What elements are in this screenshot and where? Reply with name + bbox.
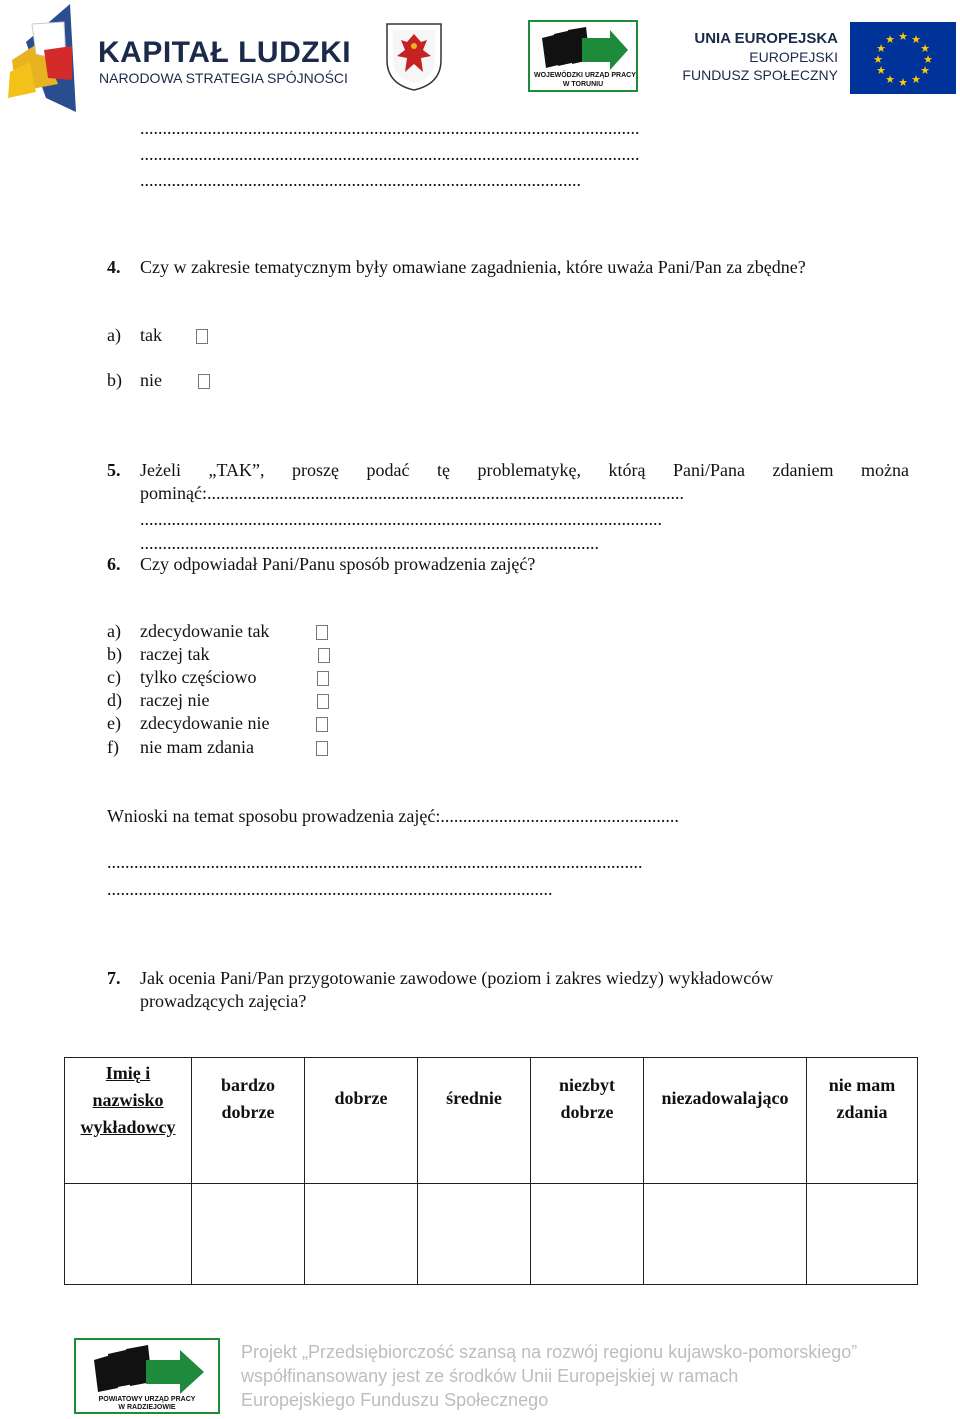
checkbox[interactable] <box>317 694 329 709</box>
svg-text:★: ★ <box>911 33 921 46</box>
table-cell[interactable] <box>644 1184 807 1285</box>
eu-line1: UNIA EUROPEJSKA <box>694 30 838 47</box>
header-line: dobrze <box>334 1088 388 1108</box>
q6-option-f[interactable] <box>107 736 328 759</box>
header-line: Imię i <box>105 1063 151 1083</box>
answer-line: ............................................................................................................... <box>140 118 640 138</box>
svg-text:★: ★ <box>923 53 933 66</box>
q6-option-a[interactable] <box>107 620 328 643</box>
checkbox[interactable] <box>316 625 328 640</box>
header-line: dobrze <box>560 1102 614 1122</box>
project-footer <box>241 1340 941 1412</box>
answer-line: ................................................................................................... <box>107 879 553 899</box>
header-lecturer-name <box>65 1058 192 1184</box>
table-row <box>65 1184 918 1285</box>
option-label: zdecydowanie nie <box>140 713 270 733</box>
q4-option-b[interactable] <box>107 369 210 392</box>
svg-text:★: ★ <box>920 64 930 77</box>
header-average <box>418 1058 531 1184</box>
question-number: 5. <box>107 460 121 480</box>
header-line: nazwisko <box>92 1090 164 1110</box>
question-7 <box>107 967 927 1013</box>
option-letter: f) <box>107 737 119 757</box>
q6-option-c[interactable] <box>107 666 329 689</box>
checkbox[interactable] <box>316 741 328 756</box>
header-line: wykładowcy <box>80 1117 176 1137</box>
question-number: 7. <box>107 968 121 988</box>
question-number: 4. <box>107 257 121 277</box>
answer-line: .................................................................................................. <box>140 170 581 190</box>
question-6 <box>107 553 927 576</box>
table-header-row <box>65 1058 918 1184</box>
answer-line: ...................................................................................................... <box>140 533 599 553</box>
checkbox[interactable] <box>318 648 330 663</box>
table-cell[interactable] <box>65 1184 192 1285</box>
question-text: Czy odpowiadał Pani/Panu sposób prowadzenia zajęć? <box>140 554 536 574</box>
header-good <box>305 1058 418 1184</box>
header-line: dobrze <box>221 1102 275 1122</box>
header-line: nie mam <box>828 1075 896 1095</box>
kapital-ludzki-title: KAPITAŁ LUDZKI <box>98 36 352 69</box>
svg-text:★: ★ <box>885 73 895 86</box>
question-text-line2: pominąć:.......................................................................................................... <box>140 483 684 503</box>
wup-line2: W TORUNIU <box>562 81 604 88</box>
svg-text:★: ★ <box>911 73 921 86</box>
option-label: nie mam zdania <box>140 737 254 757</box>
table-cell[interactable] <box>531 1184 644 1285</box>
option-label: tak <box>140 325 162 345</box>
svg-text:★: ★ <box>920 42 930 55</box>
q6-option-d[interactable] <box>107 689 329 712</box>
option-label: nie <box>140 370 162 390</box>
header-line: średnie <box>446 1088 502 1108</box>
checkbox[interactable] <box>198 374 210 389</box>
answer-line: .................................................................................................................... <box>140 509 662 529</box>
option-letter: a) <box>107 621 121 641</box>
kapital-ludzki-emblem-icon <box>6 2 76 112</box>
header-line: niezbyt <box>559 1075 615 1095</box>
svg-text:★: ★ <box>898 76 908 89</box>
svg-text:★: ★ <box>876 42 886 55</box>
option-letter: c) <box>107 667 121 687</box>
eu-flag-icon <box>850 22 956 94</box>
header-line: zdania <box>836 1102 888 1122</box>
footer-line3: Europejskiego Funduszu Społecznego <box>241 1390 549 1410</box>
answer-line: ....................................................................................................................... <box>107 852 643 872</box>
q4-option-a[interactable] <box>107 324 208 347</box>
footer-line2: współfinansowany jest ze środków Unii Europejskiej w ramach <box>241 1366 739 1386</box>
svg-text:★: ★ <box>885 33 895 46</box>
question-number: 6. <box>107 554 121 574</box>
question-5 <box>107 459 909 505</box>
table-cell[interactable] <box>192 1184 305 1285</box>
option-letter: d) <box>107 690 122 710</box>
option-letter: b) <box>107 644 122 664</box>
svg-text:★: ★ <box>873 53 883 66</box>
question-text-line1: Jak ocenia Pani/Pan przygotowanie zawodowe (poziom i zakres wiedzy) wykładowców <box>140 968 774 988</box>
option-letter: b) <box>107 370 122 390</box>
header-very-good <box>192 1058 305 1184</box>
svg-text:★: ★ <box>898 30 908 43</box>
checkbox[interactable] <box>317 671 329 686</box>
table-cell[interactable] <box>807 1184 918 1285</box>
kapital-ludzki-subtitle: NARODOWA STRATEGIA SPÓJNOŚCI <box>99 70 348 86</box>
checkbox[interactable] <box>196 329 208 344</box>
question-4 <box>107 256 927 279</box>
option-label: raczej tak <box>140 644 210 664</box>
eu-line3: FUNDUSZ SPOŁECZNY <box>682 67 838 83</box>
coat-of-arms-emblem-icon <box>383 20 445 92</box>
option-label: tylko częściowo <box>140 667 257 687</box>
checkbox[interactable] <box>316 717 328 732</box>
pup-radziejow-logo <box>74 1338 220 1414</box>
eu-logo <box>682 22 956 94</box>
question-text-line1: Jeżeli „TAK”, proszę podać tę problematykę, którą Pani/Pana zdaniem można <box>140 460 909 480</box>
question-text: Czy w zakresie tematycznym były omawiane zagadnienia, które uważa Pani/Pan za zbędne? <box>140 257 806 277</box>
option-letter: e) <box>107 713 121 733</box>
kapital-ludzki-logo <box>6 2 352 112</box>
q6-option-b[interactable] <box>107 643 330 666</box>
svg-text:★: ★ <box>876 64 886 77</box>
pup-line1: POWIATOWY URZĄD PRACY <box>98 1396 196 1403</box>
wup-line1: WOJEWÓDZKI URZĄD PRACY <box>534 72 636 79</box>
wup-torun-logo <box>528 20 638 92</box>
header-line: bardzo <box>221 1075 275 1095</box>
option-label: raczej nie <box>140 690 210 710</box>
header-unsatisfactory <box>644 1058 807 1184</box>
eu-line2: EUROPEJSKI <box>749 49 838 65</box>
answer-line: ............................................................................................................... <box>140 144 640 164</box>
table-cell[interactable] <box>418 1184 531 1285</box>
conclusions-label: Wnioski na temat sposobu prowadzenia zajęć:..................................................... <box>107 806 679 826</box>
lecturer-rating-table <box>64 1057 918 1285</box>
question-text-line2: prowadzących zajęcia? <box>140 991 307 1011</box>
pup-line2: W RADZIEJOWIE <box>118 1404 176 1411</box>
q6-option-e[interactable] <box>107 712 328 735</box>
header-line: niezadowalająco <box>661 1088 789 1108</box>
table-cell[interactable] <box>305 1184 418 1285</box>
footer-line1: Projekt „Przedsiębiorczość szansą na rozwój regionu kujawsko-pomorskiego” <box>241 1342 858 1362</box>
option-letter: a) <box>107 325 121 345</box>
option-label: zdecydowanie tak <box>140 621 270 641</box>
header-not-very-good <box>531 1058 644 1184</box>
header-no-opinion <box>807 1058 918 1184</box>
